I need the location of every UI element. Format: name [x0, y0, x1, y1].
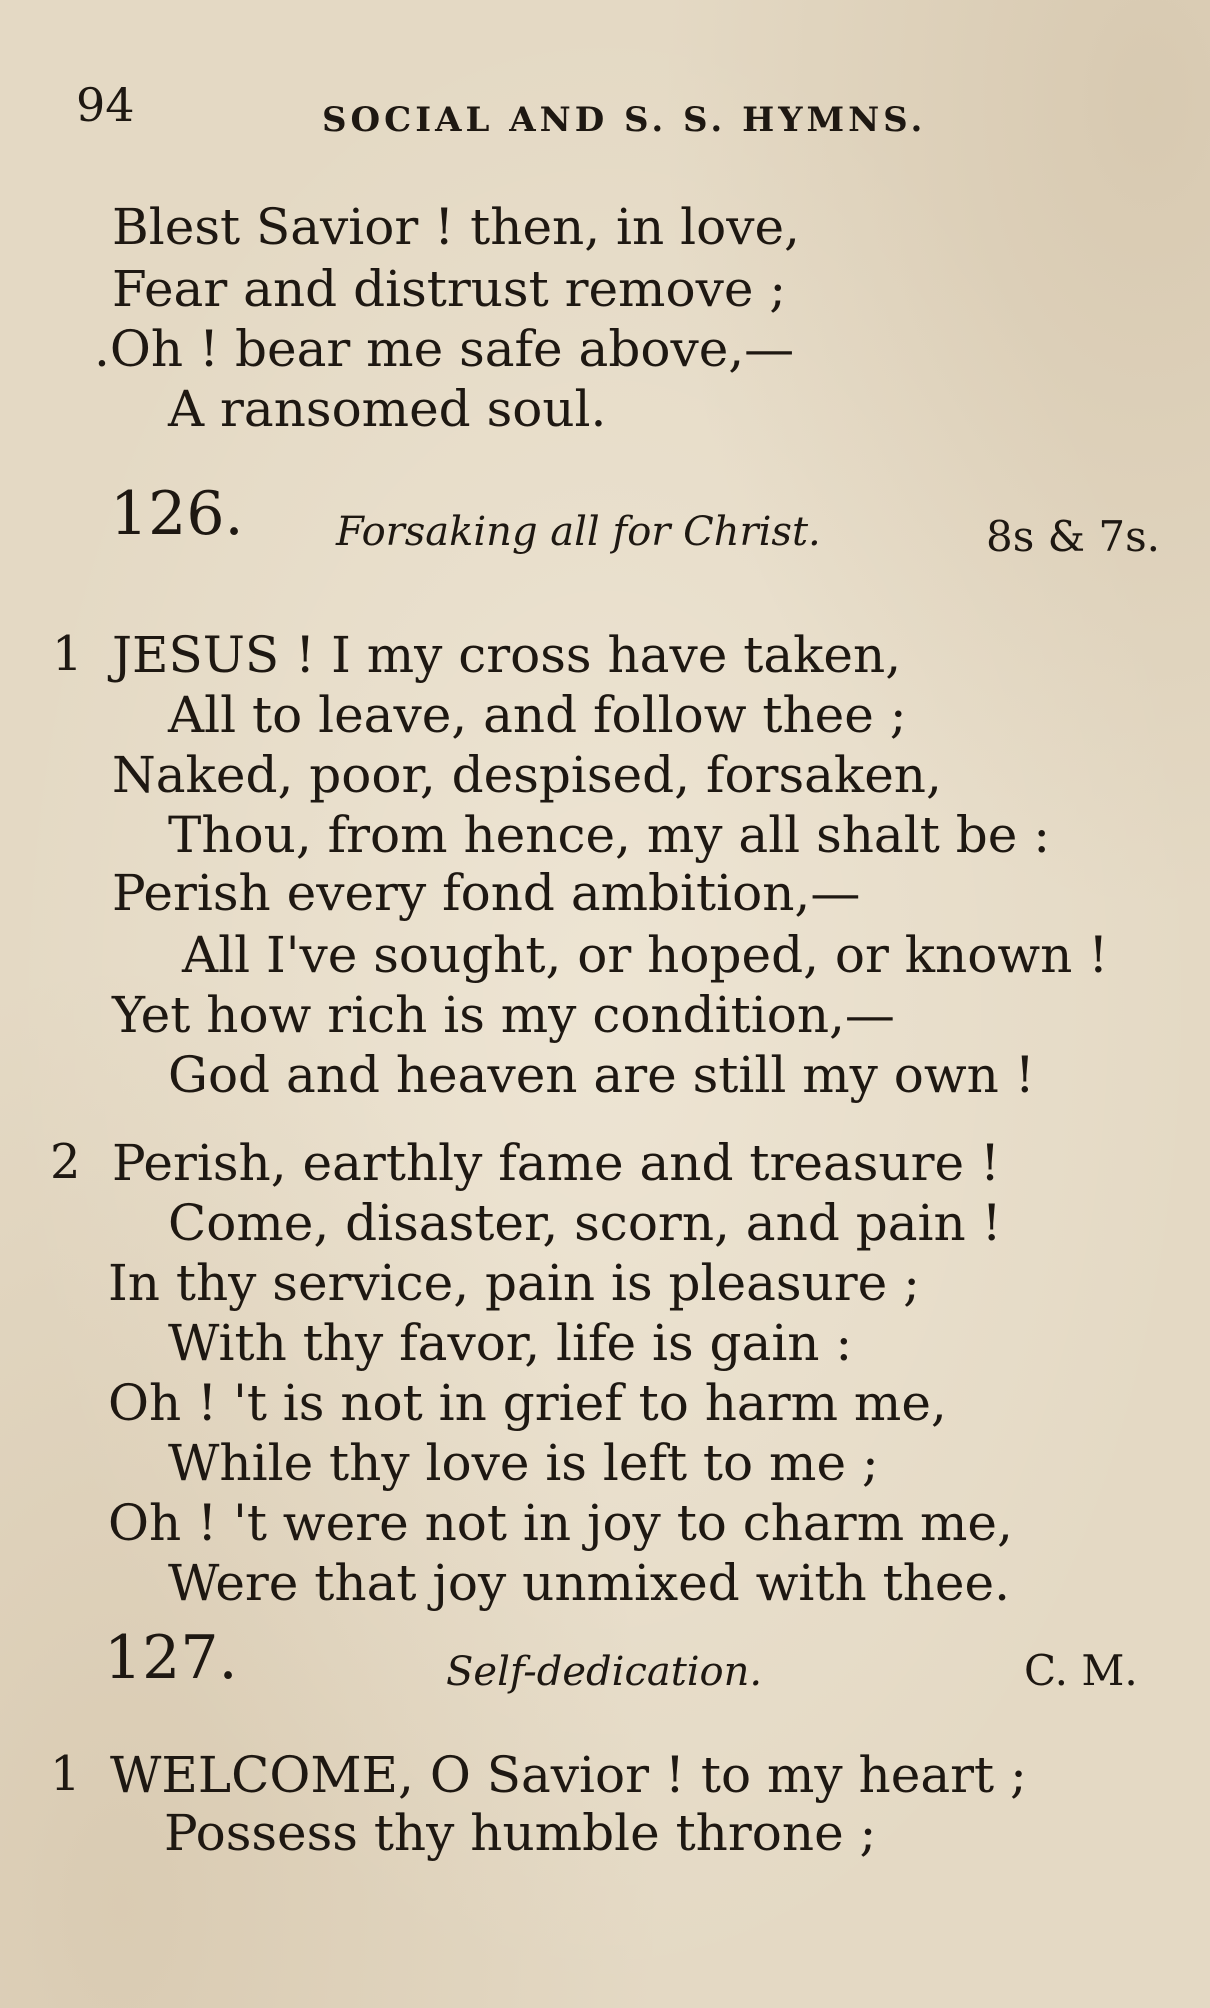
verse-line: With thy favor, life is gain : [168, 1314, 853, 1372]
verse-line: JESUS ! I my cross have taken, [112, 626, 902, 684]
verse-number: 1 [52, 626, 83, 682]
verse-line: Oh ! 't is not in grief to harm me, [108, 1374, 947, 1432]
hymn-title: Self-dedication. [446, 1649, 763, 1695]
page-number: 94 [76, 78, 135, 132]
hymn-number: 126. [110, 479, 244, 549]
hymn-number: 127. [104, 1623, 238, 1693]
verse-line: Thou, from hence, my all shalt be : [168, 806, 1051, 864]
hymn-title: Forsaking all for Christ. [336, 509, 821, 555]
verse-line: Naked, poor, despised, forsaken, [112, 746, 942, 804]
verse-line: WELCOME, O Savior ! to my heart ; [110, 1746, 1027, 1804]
verse-number: 2 [50, 1134, 81, 1190]
continuation-line: .Oh ! bear me safe above,— [94, 320, 795, 378]
verse-line: Yet how rich is my condition,— [112, 986, 895, 1044]
hymn-meter: C. M. [1024, 1646, 1138, 1695]
verse-line: Perish, earthly fame and treasure ! [112, 1134, 1001, 1192]
continuation-line: Blest Savior ! then, in love, [112, 198, 800, 256]
continuation-line: Fear and distrust remove ; [112, 260, 787, 318]
verse-line: Perish every fond ambition,— [112, 864, 861, 922]
verse-line: Come, disaster, scorn, and pain ! [168, 1194, 1002, 1252]
verse-line: In thy service, pain is pleasure ; [108, 1254, 920, 1312]
verse-line: All to leave, and follow thee ; [168, 686, 907, 744]
running-title: SOCIAL AND S. S. HYMNS. [322, 100, 927, 140]
continuation-line: A ransomed soul. [168, 380, 607, 438]
verse-line: Were that joy unmixed with thee. [168, 1554, 1010, 1612]
verse-line: God and heaven are still my own ! [168, 1046, 1035, 1104]
hymn-meter: 8s & 7s. [986, 512, 1160, 561]
verse-line: All I've sought, or hoped, or known ! [182, 926, 1109, 984]
verse-line: While thy love is left to me ; [168, 1434, 879, 1492]
verse-number: 1 [50, 1746, 81, 1802]
verse-line: Possess thy humble throne ; [164, 1804, 877, 1862]
verse-line: Oh ! 't were not in joy to charm me, [108, 1494, 1013, 1552]
